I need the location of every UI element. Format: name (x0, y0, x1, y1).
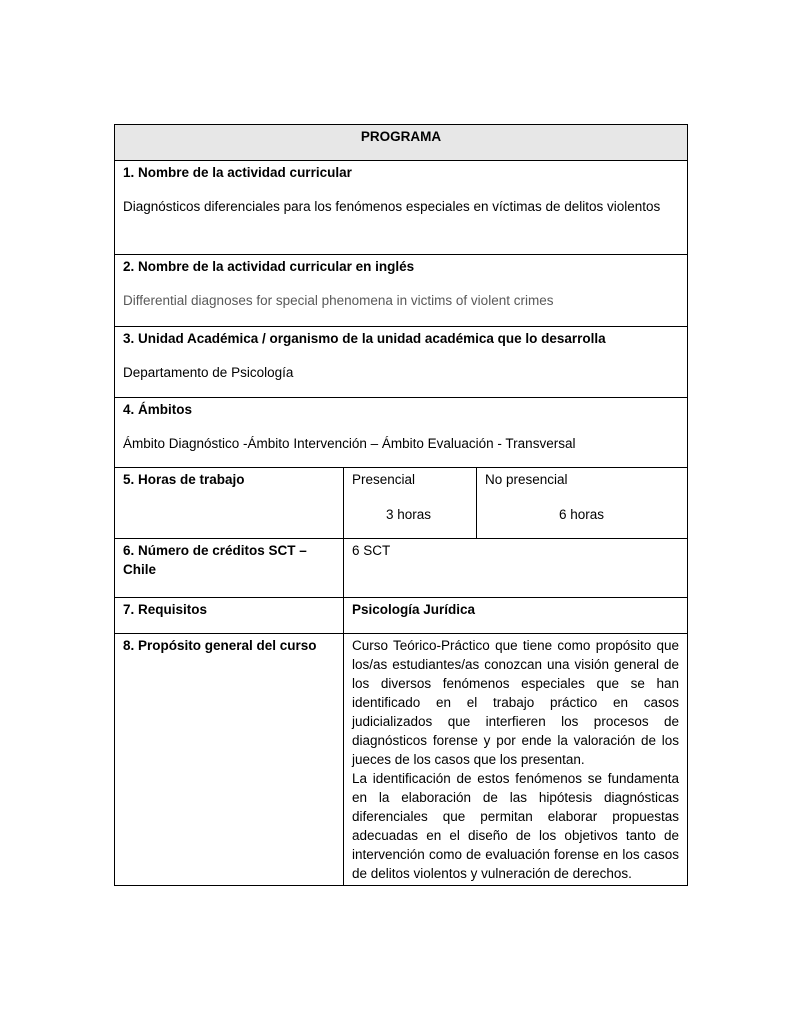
purpose-text (344, 634, 688, 886)
hours-row (115, 468, 688, 539)
credits-label: 6. Número de créditos SCT – Chile (115, 539, 344, 598)
section-value: Ámbito Diagnóstico -Ámbito Intervención – Ámbito Evaluación - Transversal (123, 436, 576, 451)
section-cell (115, 398, 688, 468)
hours-label: 5. Horas de trabajo (115, 468, 344, 539)
section-row-english-name (115, 255, 688, 327)
section-row-activity-name (115, 161, 688, 255)
section-cell (115, 255, 688, 327)
no-presencial-cell (477, 468, 688, 539)
presencial-value: 3 horas (386, 507, 432, 522)
presencial-cell (344, 468, 477, 539)
section-heading: 4. Ámbitos (123, 402, 193, 417)
section-cell (115, 327, 688, 398)
program-table (114, 124, 688, 886)
section-value: Departamento de Psicología (123, 365, 294, 380)
requirements-row (115, 598, 688, 634)
section-heading: 3. Unidad Académica / organismo de la unidad académica que lo desarrolla (123, 331, 606, 346)
credits-value: 6 SCT (344, 539, 688, 598)
section-row-academic-unit (115, 327, 688, 398)
section-heading: 1. Nombre de la actividad curricular (123, 165, 352, 180)
no-presencial-label: No presencial (485, 472, 568, 487)
no-presencial-value: 6 horas (559, 507, 605, 522)
requirements-label: 7. Requisitos (115, 598, 344, 634)
presencial-label: Presencial (352, 472, 416, 487)
section-row-scopes (115, 398, 688, 468)
requirements-value: Psicología Jurídica (344, 598, 688, 634)
purpose-row (115, 634, 688, 886)
section-value: Differential diagnoses for special phenomena in victims of violent crimes (123, 293, 554, 308)
section-heading: 2. Nombre de la actividad curricular en inglés (123, 259, 415, 274)
section-value: Diagnósticos diferenciales para los fenómenos especiales en víctimas de delitos violentos (123, 199, 661, 214)
purpose-paragraph: Curso Teórico-Práctico que tiene como propósito que los/as estudiantes/as conozcan una visión general de los diversos fenómenos especiales que se han identificado en el trabajo práctico en casos judicializados que interfieren los procesos de diagnósticos forense y por ende la valoración de los jueces de los casos que los presentan. (352, 638, 680, 767)
credits-row (115, 539, 688, 598)
program-title: PROGRAMA (115, 125, 688, 161)
purpose-paragraph: La identificación de estos fenómenos se fundamenta en la elaboración de las hipótesis diagnósticas diferenciales que permitan elaborar propuestas adecuadas en el diseño de los objetivos tanto de intervención como de evaluación forense en los casos de delitos violentos y vulneración de derechos. (352, 771, 680, 881)
purpose-label: 8. Propósito general del curso (115, 634, 344, 886)
section-cell (115, 161, 688, 255)
